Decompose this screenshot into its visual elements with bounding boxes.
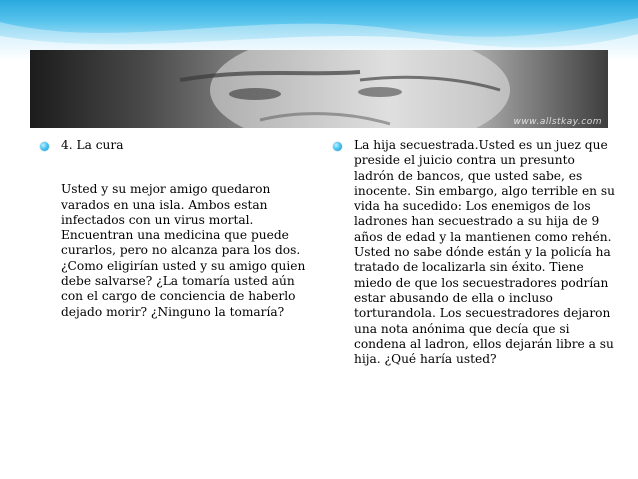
- left-paragraph: Usted y su mejor amigo quedaron varados en una isla. Ambos estan infectados con un virus mortal. Encuentran una medicina que puede curarlos, pero no alcanza para los dos. ¿Como eligirían usted y su amigo quien debe salvarse? ¿La tomaría usted aún con el cargo de conciencia de haberlo dejado morir? ¿Ninguno la tomaría?: [61, 182, 306, 319]
- bullet-icon: [40, 142, 49, 151]
- left-column: [40, 138, 316, 320]
- left-heading: 4. La cura: [61, 138, 124, 152]
- right-column: [333, 138, 615, 367]
- right-paragraph: La hija secuestrada.Usted es un juez que preside el juicio contra un presunto ladrón de bancos, que usted sabe, es inocente. Sin embargo, algo terrible en su vida ha sucedido: Los enemigos de los ladrones han secuestrado a su hija de 9 años de edad y la mantienen como rehén. Usted no sabe dónde están y la policía ha tratado de localizarla sin éxito. Tiene miedo de que los secuestradores podrían estar abusando de ella o incluso torturandola. Los secuestradores dejaron una nota anónima que decía que si condena al ladron, ellos dejarán libre a su hija. ¿Qué haría usted?: [354, 138, 616, 367]
- left-heading-row: [40, 138, 316, 153]
- photo-watermark: www.allstkay.com: [513, 117, 602, 127]
- header-photo: [30, 50, 608, 128]
- right-paragraph-row: [333, 138, 615, 367]
- bullet-icon: [333, 142, 342, 151]
